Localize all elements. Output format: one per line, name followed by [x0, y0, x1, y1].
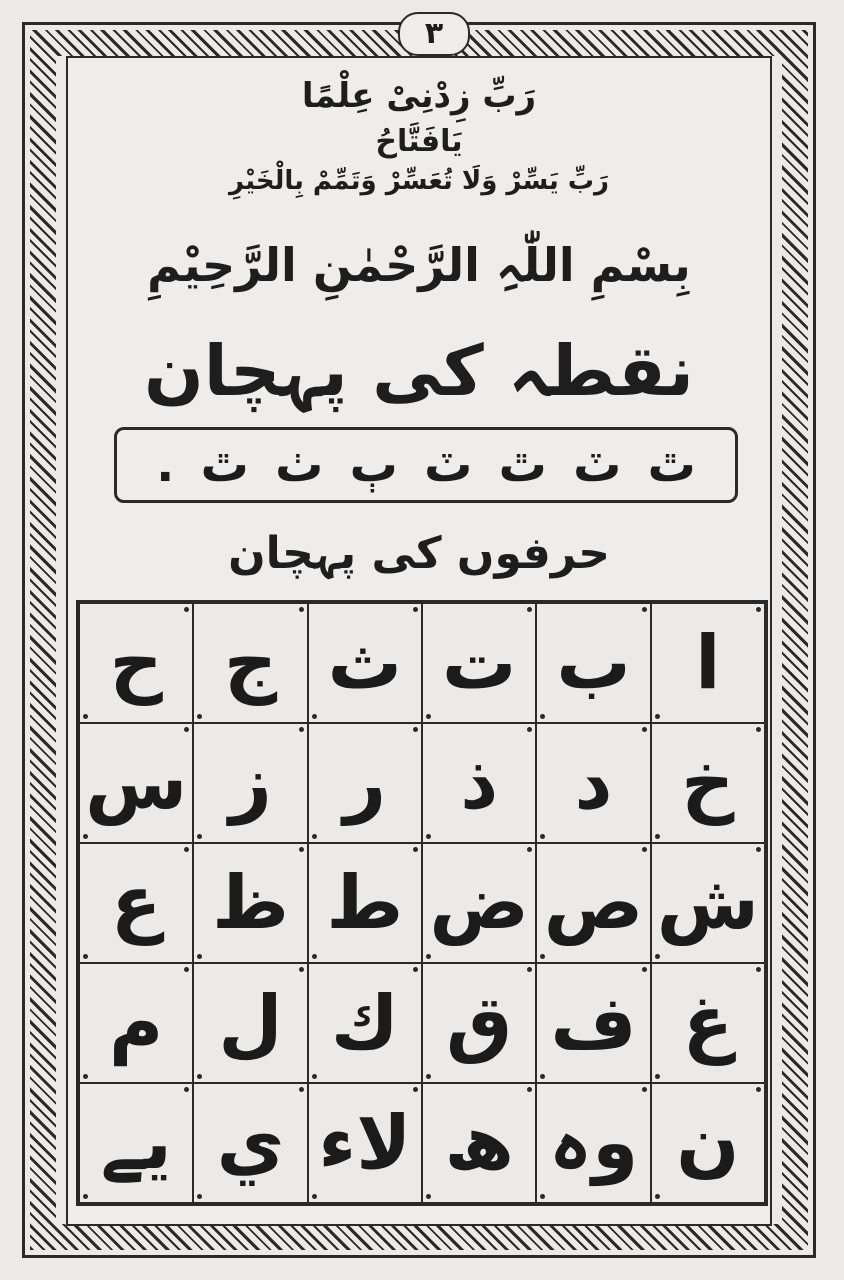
dot-glyph: ٿ — [200, 437, 249, 493]
letter-cell: ط — [308, 843, 422, 963]
prayer-line-1: رَبِّ زِدْنِیْ عِلْمًا — [301, 76, 537, 116]
letter-cell: ا — [651, 603, 765, 723]
letter-cell: خ — [651, 723, 765, 843]
letter-cell: ز — [193, 723, 307, 843]
dot-glyph: . — [156, 437, 175, 493]
letters-grid — [76, 600, 768, 1206]
bismillah: بِسْمِ اللّٰہِ الرَّحْمٰنِ الرَّحِیْمِ — [147, 238, 691, 292]
page-number: ۳ — [398, 12, 470, 56]
dot-glyph: ٿ — [647, 437, 696, 493]
letter-cell: ع — [79, 843, 193, 963]
letter-cell: م — [79, 963, 193, 1083]
letter-cell: ح — [79, 603, 193, 723]
letter-cell: ب — [536, 603, 650, 723]
letter-cell: لاء — [308, 1083, 422, 1203]
letter-cell: ت — [422, 603, 536, 723]
letter-cell: ك — [308, 963, 422, 1083]
letter-cell: ج — [193, 603, 307, 723]
letter-cell: ض — [422, 843, 536, 963]
letter-cell: س — [79, 723, 193, 843]
letter-cell: ف — [536, 963, 650, 1083]
dot-glyph: ٽ — [424, 437, 473, 493]
letter-cell: یے — [79, 1083, 193, 1203]
letter-cell: ش — [651, 843, 765, 963]
letter-cell: ھ — [422, 1083, 536, 1203]
letter-cell: ذ — [422, 723, 536, 843]
letter-cell: ل — [193, 963, 307, 1083]
section-subtitle: حرفوں کی پہچان — [228, 528, 610, 579]
dot-glyph: ٺ — [275, 437, 324, 493]
dot-glyph: ٿ — [498, 437, 547, 493]
letter-cell: د — [536, 723, 650, 843]
letter-cell: ظ — [193, 843, 307, 963]
letter-cell: وہ — [536, 1083, 650, 1203]
dot-glyph: ٽ — [573, 437, 622, 493]
page-title: نقطہ کی پہچان — [144, 330, 694, 412]
letter-cell: غ — [651, 963, 765, 1083]
prayer-line-2: یَافَتَّاحُ — [375, 124, 463, 159]
letter-cell: ص — [536, 843, 650, 963]
letter-cell: ق — [422, 963, 536, 1083]
letter-cell: ي — [193, 1083, 307, 1203]
prayer-line-3: رَبِّ یَسِّرْ وَلَا تُعَسِّرْ وَتَمِّمْ بِالْخَیْرِ — [229, 166, 609, 196]
letter-cell: ث — [308, 603, 422, 723]
letter-cell: ر — [308, 723, 422, 843]
letter-cell: ن — [651, 1083, 765, 1203]
dot-glyph: ٻ — [349, 437, 398, 493]
dots-box — [114, 427, 738, 503]
